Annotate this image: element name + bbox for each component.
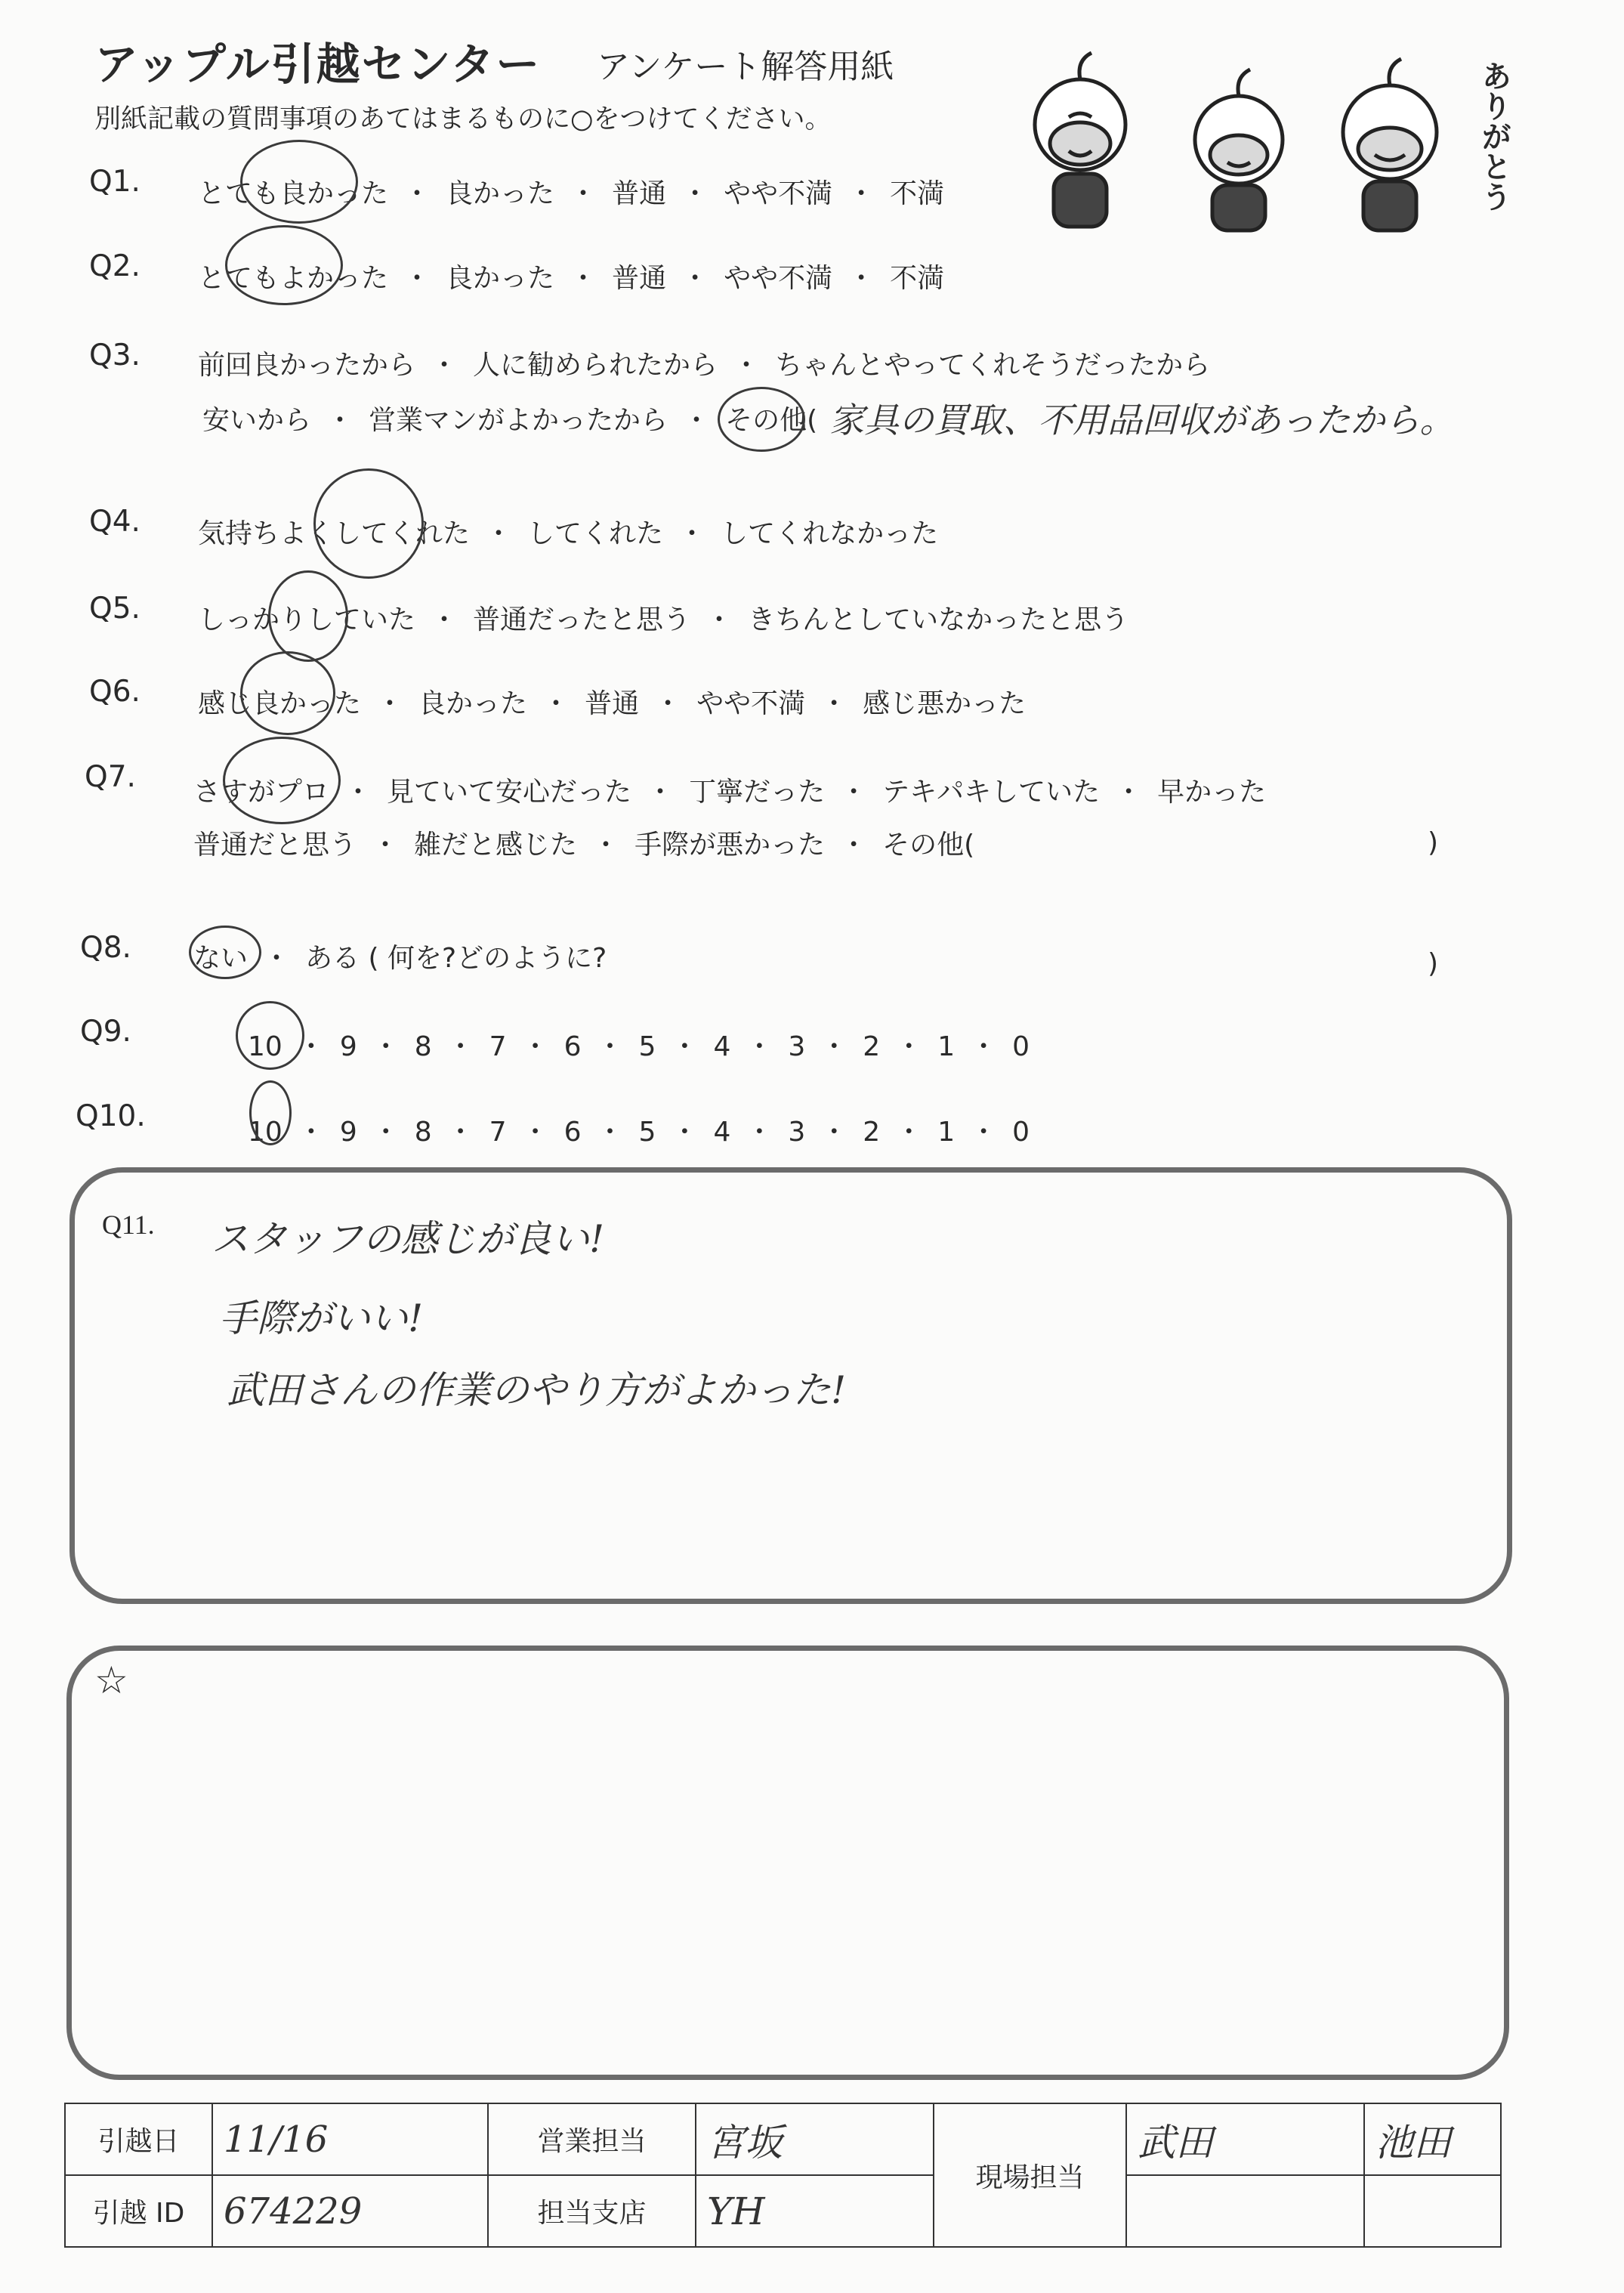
company-name: アップル引越センター <box>94 39 542 90</box>
q3-option-5[interactable]: 営業マンがよかったから <box>369 405 668 436</box>
q7-option-4[interactable]: テキパキしていた <box>882 777 1101 808</box>
q5-label: Q5. <box>89 592 140 626</box>
branch-label: 担当支店 <box>488 2175 696 2247</box>
q2-option-5[interactable]: 不満 <box>890 263 945 294</box>
form-title: アンケート解答用紙 <box>597 48 894 86</box>
q3-option-3[interactable]: ちゃんとやってくれそうだったから <box>775 350 1211 381</box>
move-date-value[interactable]: 11/16 <box>212 2103 488 2175</box>
q7-option-1[interactable]: さすがプロ <box>193 777 330 808</box>
q5-option-3[interactable]: きちんとしていなかったと思う <box>748 604 1129 635</box>
q10-score-6[interactable]: 6 <box>563 1117 582 1148</box>
q2-option-1[interactable]: とてもよかった <box>198 263 389 294</box>
q9-score-2[interactable]: 2 <box>863 1031 881 1062</box>
q10-score-4[interactable]: 4 <box>713 1117 731 1148</box>
q9-score-5[interactable]: 5 <box>638 1031 656 1062</box>
q5-answer-circle <box>268 570 348 662</box>
q11-handwritten-line-3: 武田さんの作業のやり方がよかった! <box>227 1368 847 1412</box>
q1-option-5[interactable]: 不満 <box>890 178 945 209</box>
q10-score-9[interactable]: 9 <box>339 1117 357 1148</box>
q5-options: しっかりしていた ・ 普通だったと思う ・ きちんとしていなかったと思う <box>198 598 1128 637</box>
q7-close-paren: ) <box>1428 827 1439 858</box>
q8-options: ない ・ ある ( 何を?どのように? <box>193 937 607 975</box>
sales-rep-label: 営業担当 <box>488 2103 696 2175</box>
q4-option-1[interactable]: 気持ちよくしてくれた <box>198 518 471 549</box>
q1-label: Q1. <box>89 165 140 199</box>
monkey-mascot-illustration <box>997 42 1496 246</box>
q6-option-4[interactable]: やや不満 <box>696 688 806 719</box>
q9-score-0[interactable]: 0 <box>1012 1031 1030 1062</box>
q6-option-5[interactable]: 感じ悪かった <box>863 688 1027 719</box>
branch-value[interactable]: YH <box>696 2175 934 2247</box>
q7-option-6[interactable]: 普通だと思う <box>193 830 357 861</box>
q6-answer-circle <box>240 651 335 735</box>
q2-label: Q2. <box>89 249 140 283</box>
q9-answer-circle <box>236 1001 304 1070</box>
q11-label: Q11. <box>102 1210 155 1240</box>
q10-score-2[interactable]: 2 <box>863 1117 881 1148</box>
q5-option-1[interactable]: しっかりしていた <box>198 604 416 635</box>
q2-answer-circle <box>225 225 343 305</box>
q3-answer-circle <box>718 387 805 452</box>
q3-option-other[interactable]: その他( <box>725 405 818 436</box>
q10-scale: 10 ・ 9 ・ 8 ・ 7 ・ 6 ・ 5 ・ 4 ・ 3 ・ 2 ・ 1 ・ 0 <box>248 1117 1030 1148</box>
move-id-value[interactable]: 674229 <box>212 2175 488 2247</box>
q10-score-10[interactable]: 10 <box>248 1117 283 1148</box>
q6-option-2[interactable]: 良かった <box>418 688 528 719</box>
q11-handwritten-line-1: スタッフの感じが良い! <box>211 1217 605 1261</box>
sales-rep-value[interactable]: 宮坂 <box>696 2103 934 2175</box>
q3-option-2[interactable]: 人に勧められたから <box>473 350 718 381</box>
q3-other-handwritten: 家具の買取、不用品回収があったから。 <box>829 400 1455 440</box>
site-rep-empty-1[interactable] <box>1126 2175 1364 2247</box>
q4-answer-circle <box>313 468 424 579</box>
star-comment-box[interactable] <box>66 1646 1509 2080</box>
q2-options: とてもよかった ・ 良かった ・ 普通 ・ やや不満 ・ 不満 <box>198 257 944 295</box>
thanks-text: ありがとう <box>1477 60 1511 212</box>
site-rep-label: 現場担当 <box>934 2103 1126 2247</box>
q7-answer-circle <box>223 737 341 824</box>
q10-score-0[interactable]: 0 <box>1012 1117 1030 1148</box>
q9-score-9[interactable]: 9 <box>339 1031 357 1062</box>
q2-option-4[interactable]: やや不満 <box>724 263 833 294</box>
footer-info-table <box>64 2103 1502 2248</box>
q8-close-paren: ) <box>1428 948 1439 979</box>
q6-label: Q6. <box>89 675 140 709</box>
q9-score-1[interactable]: 1 <box>937 1031 956 1062</box>
q5-option-2[interactable]: 普通だったと思う <box>473 604 691 635</box>
q1-answer-circle <box>240 140 358 224</box>
q4-label: Q4. <box>89 505 140 539</box>
q3-options-line2: 安いから ・ 営業マンがよかったから ・ その他( <box>202 399 817 437</box>
q1-option-4[interactable]: やや不満 <box>724 178 833 209</box>
q7-option-3[interactable]: 丁寧だった <box>689 777 826 808</box>
q7-label: Q7. <box>85 760 136 794</box>
q7-option-other[interactable]: その他( <box>882 830 975 861</box>
q10-label: Q10. <box>76 1099 146 1133</box>
q9-score-10[interactable]: 10 <box>248 1031 283 1062</box>
q3-label: Q3. <box>89 338 140 372</box>
q4-option-3[interactable]: してくれなかった <box>721 518 939 549</box>
q7-option-7[interactable]: 雑だと感じた <box>414 830 578 861</box>
q6-option-3[interactable]: 普通 <box>585 688 640 719</box>
q9-score-8[interactable]: 8 <box>414 1031 432 1062</box>
move-id-label: 引越 ID <box>65 2175 212 2247</box>
site-rep-empty-2[interactable] <box>1364 2175 1501 2247</box>
q1-options: とても良かった ・ 良かった ・ 普通 ・ やや不満 ・ 不満 <box>198 172 944 211</box>
q6-option-1[interactable]: 感じ良かった <box>198 688 362 719</box>
q3-option-1[interactable]: 前回良かったから <box>198 350 416 381</box>
q8-answer-circle <box>189 926 261 979</box>
q2-option-3[interactable]: 普通 <box>612 263 667 294</box>
site-rep-value-2[interactable]: 池田 <box>1364 2103 1501 2175</box>
q2-option-2[interactable]: 良かった <box>446 263 555 294</box>
q9-score-4[interactable]: 4 <box>713 1031 731 1062</box>
q10-score-7[interactable]: 7 <box>489 1117 507 1148</box>
q7-option-8[interactable]: 手際が悪かった <box>634 830 826 861</box>
q9-score-3[interactable]: 3 <box>788 1031 806 1062</box>
q9-scale: 10 ・ 9 ・ 8 ・ 7 ・ 6 ・ 5 ・ 4 ・ 3 ・ 2 ・ 1 ・ 0 <box>248 1031 1030 1062</box>
q8-option-none[interactable]: ない <box>193 943 249 974</box>
q4-options: 気持ちよくしてくれた ・ してくれた ・ してくれなかった <box>198 512 938 551</box>
q9-score-6[interactable]: 6 <box>563 1031 582 1062</box>
q6-options: 感じ良かった ・ 良かった ・ 普通 ・ やや不満 ・ 感じ悪かった <box>198 682 1026 721</box>
q10-score-1[interactable]: 1 <box>937 1117 956 1148</box>
site-rep-value-1[interactable]: 武田 <box>1126 2103 1364 2175</box>
q10-score-5[interactable]: 5 <box>638 1117 656 1148</box>
q3-options-line1: 前回良かったから ・ 人に勧められたから ・ ちゃんとやってくれそうだったから <box>198 344 1210 382</box>
q7-option-2[interactable]: 見ていて安心だった <box>387 777 632 808</box>
q1-option-1[interactable]: とても良かった <box>198 178 389 209</box>
q11-handwritten-line-2: 手際がいい! <box>219 1296 424 1340</box>
instruction-text: 別紙記載の質問事項のあてはまるものに○をつけてください。 <box>94 104 832 134</box>
q10-answer-circle <box>249 1080 292 1145</box>
q3-option-4[interactable]: 安いから <box>202 405 312 436</box>
q7-options-line2: 普通だと思う ・ 雑だと感じた ・ 手際が悪かった ・ その他( <box>193 824 974 862</box>
q7-options-line1: さすがプロ ・ 見ていて安心だった ・ 丁寧だった ・ テキパキしていた ・ 早かった <box>193 771 1266 809</box>
q7-option-5[interactable]: 早かった <box>1157 777 1267 808</box>
q1-option-3[interactable]: 普通 <box>612 178 667 209</box>
q1-option-2[interactable]: 良かった <box>446 178 555 209</box>
q8-option-some[interactable]: ある ( 何を?どのように? <box>305 943 607 974</box>
q10-score-3[interactable]: 3 <box>788 1117 806 1148</box>
star-icon: ☆ <box>94 1658 128 1702</box>
q8-label: Q8. <box>80 931 131 965</box>
move-date-label: 引越日 <box>65 2103 212 2175</box>
q9-label: Q9. <box>80 1015 131 1049</box>
q4-option-2[interactable]: してくれた <box>527 518 664 549</box>
q10-score-8[interactable]: 8 <box>414 1117 432 1148</box>
q9-score-7[interactable]: 7 <box>489 1031 507 1062</box>
